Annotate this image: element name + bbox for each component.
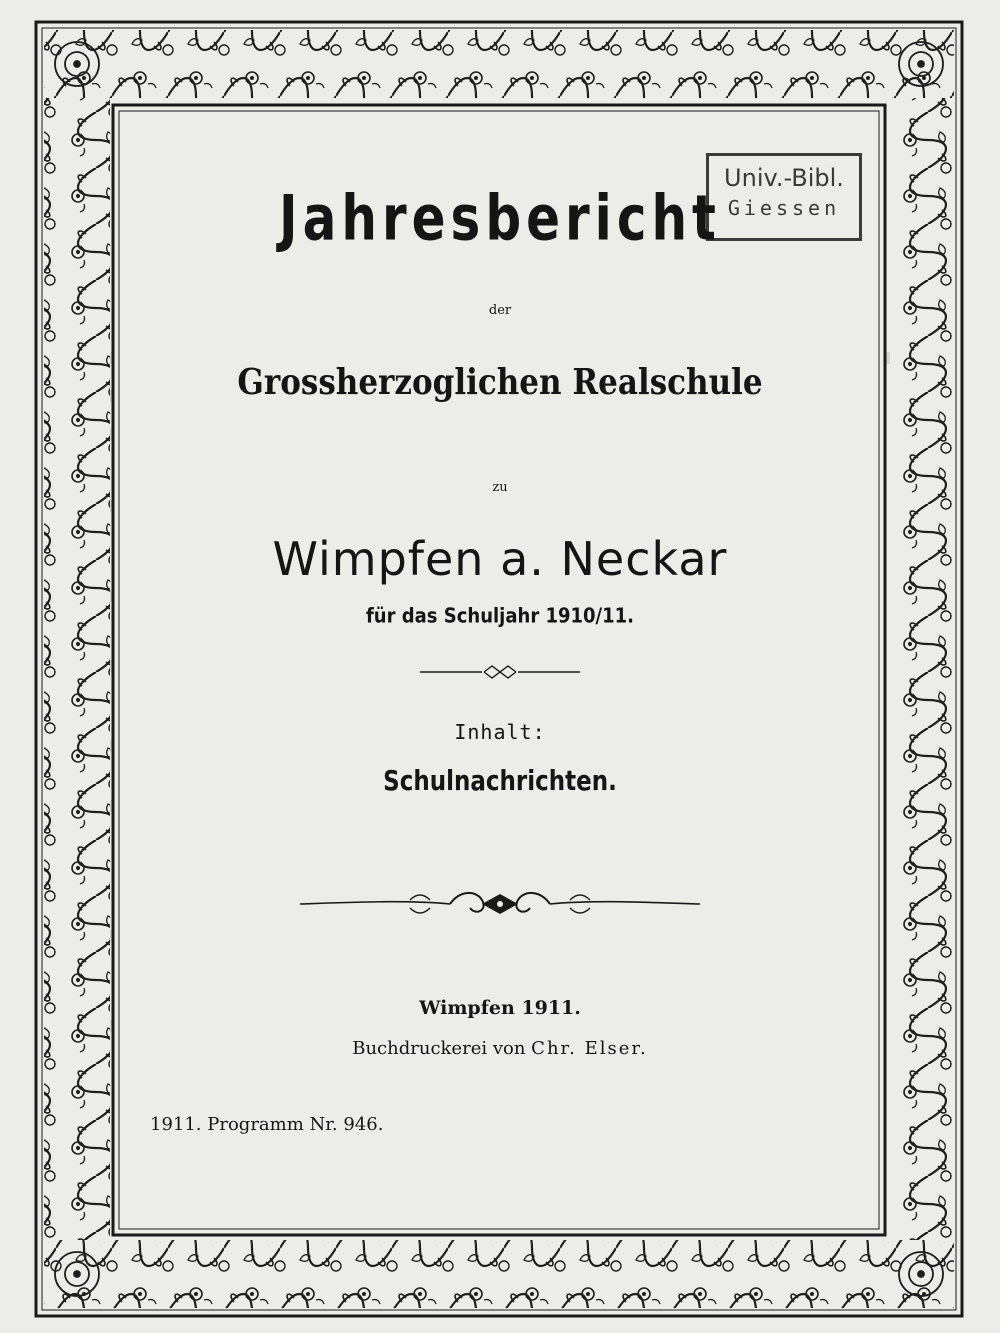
word-der: der	[488, 303, 512, 318]
stamp-line-2: Giessen	[727, 196, 841, 220]
school-name: Grossherzoglichen Realschule	[237, 362, 763, 404]
main-title: Jahresbericht	[279, 182, 721, 255]
school-year: für das Schuljahr 1910/11.	[365, 604, 635, 629]
city-name: Wimpfen a. Neckar	[272, 532, 728, 586]
printer-prefix: Buchdruckerei von	[352, 1038, 526, 1059]
printer-line	[115, 1038, 885, 1059]
divider-ornament	[420, 662, 580, 682]
place-and-year: Wimpfen 1911.	[419, 997, 581, 1019]
printer-name: Chr. Elser.	[531, 1038, 648, 1059]
program-number: 1911. Programm Nr. 946.	[150, 1114, 384, 1135]
word-zu: zu	[492, 480, 508, 495]
stamp-line-1: Univ.-Bibl.	[724, 164, 844, 192]
contents-item: Schulnachrichten.	[383, 766, 617, 798]
contents-label: Inhalt:	[454, 720, 546, 744]
ornamental-rule	[300, 886, 700, 922]
